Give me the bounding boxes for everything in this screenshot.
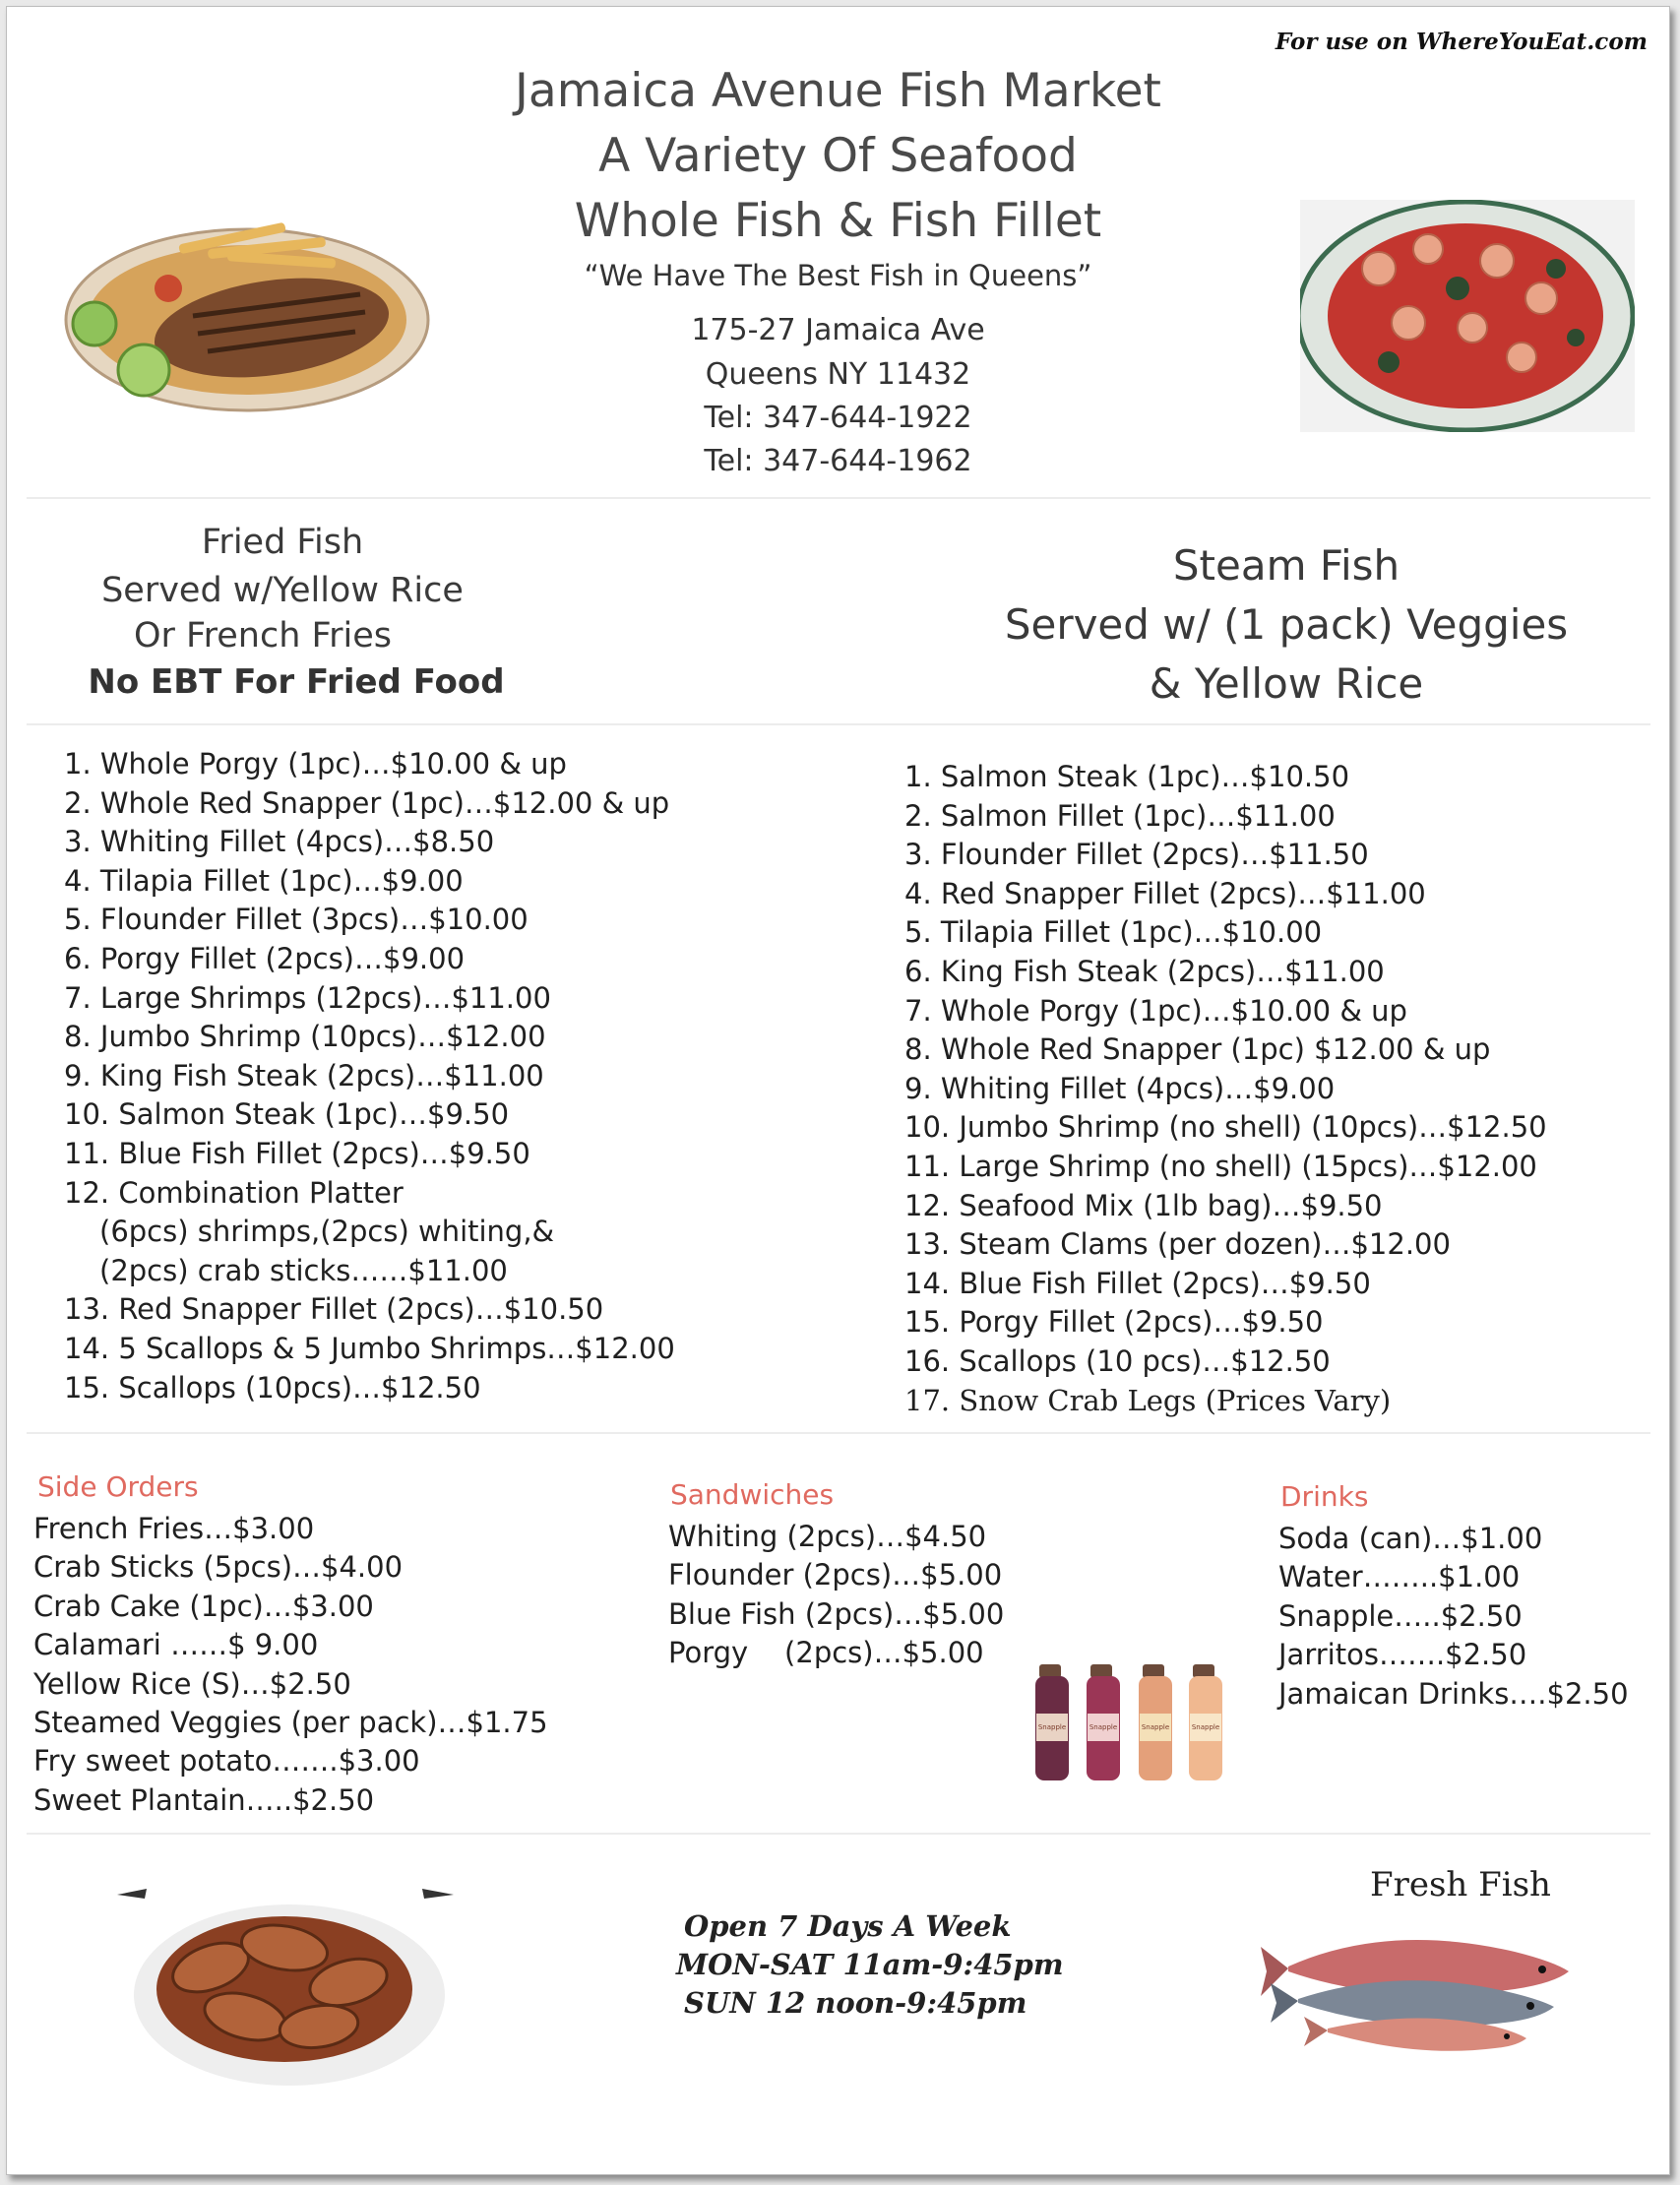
list-item: 12. Seafood Mix (1lb bag)…$9.50 [904,1188,1383,1222]
list-item: 10. Salmon Steak (1pc)…$9.50 [64,1097,510,1132]
list-item: Jarritos…….$2.50 [1278,1638,1527,1672]
list-item: 4. Red Snapper Fillet (2pcs)…$11.00 [904,876,1426,910]
steam-fish-title: Steam Fish [1172,541,1400,590]
list-item: Water……..$1.00 [1278,1560,1521,1594]
list-item: 11. Blue Fish Fillet (2pcs)…$9.50 [64,1136,530,1170]
divider-bottom [27,1833,1650,1835]
list-item: Crab Sticks (5pcs)…$4.00 [33,1550,404,1585]
ebt-note: No EBT For Fried Food [88,662,505,702]
list-item: 13. Steam Clams (per dozen)…$12.00 [904,1227,1451,1262]
steam-fish-subtitle-2: & Yellow Rice [1149,659,1424,708]
list-item: 10. Jumbo Shrimp (no shell) (10pcs)…$12.50 [904,1110,1547,1145]
hours-open: Open 7 Days A Week [684,1909,1012,1943]
drinks-list [1278,1520,1629,1714]
list-item: Yellow Rice (S)…$2.50 [33,1666,351,1701]
list-item: 9. King Fish Steak (2pcs)…$11.00 [64,1058,544,1092]
list-item: 7. Large Shrimps (12pcs)…$11.00 [64,980,551,1015]
list-item: Whiting (2pcs)…$4.50 [668,1520,987,1553]
fried-shrimp-image [117,1889,462,2091]
fresh-fish-label: Fresh Fish [1370,1865,1551,1904]
list-item: 15. Porgy Fillet (2pcs)…$9.50 [904,1305,1324,1340]
sandwiches-title: Sandwiches [670,1478,835,1511]
list-item: 2. Whole Red Snapper (1pc)…$12.00 & up [64,785,670,820]
divider-lower [27,1432,1650,1434]
list-item-continued: (6pcs) shrimps,(2pcs) whiting,& [99,1215,555,1249]
fried-fish-subtitle-2: Or French Fries [133,616,392,656]
list-item: Fry sweet potato…….$3.00 [33,1744,420,1779]
address-street: 175-27 Jamaica Ave [691,313,985,347]
menu-page [6,6,1670,2175]
list-item: 11. Large Shrimp (no shell) (15pcs)…$12.00 [904,1149,1537,1183]
list-item: 12. Combination Platter [64,1175,404,1210]
fried-fish-title: Fried Fish [201,523,364,562]
fresh-fish-image [1259,1912,1584,2060]
bottle-label: Snapple [1037,1723,1067,1731]
list-item: 14. Blue Fish Fillet (2pcs)…$9.50 [904,1266,1371,1300]
list-item: Crab Cake (1pc)…$3.00 [33,1589,374,1623]
snapple-bottles-image [1032,1662,1239,1786]
list-item: 1. Salmon Steak (1pc)…$10.50 [904,760,1350,793]
list-item: Jamaican Drinks….$2.50 [1278,1676,1629,1711]
list-item: 16. Scallops (10 pcs)…$12.50 [904,1343,1331,1378]
steam-fish-subtitle: Served w/ (1 pack) Veggies [1004,600,1569,649]
list-item: Steamed Veggies (per pack)…$1.75 [33,1706,548,1740]
shrimp-dish-image [1300,200,1635,432]
restaurant-name: Jamaica Avenue Fish Market [515,64,1161,118]
list-item: 8. Jumbo Shrimp (10pcs)…$12.00 [64,1020,546,1054]
list-item: 3. Whiting Fillet (4pcs)…$8.50 [64,825,495,859]
tagline: “We Have The Best Fish in Queens” [584,259,1092,292]
list-item: 3. Flounder Fillet (2pcs)…$11.50 [904,838,1369,872]
list-item: 2. Salmon Fillet (1pc)…$11.00 [904,798,1336,833]
fried-fish-subtitle: Served w/Yellow Rice [101,571,464,610]
divider-menu [27,723,1650,725]
list-item: Calamari ……$ 9.00 [33,1628,319,1662]
fried-fish-plate-image [60,218,434,414]
bottle-label: Snapple [1089,1723,1118,1731]
bottle-label: Snapple [1141,1723,1170,1731]
hours-mon-sat: MON-SAT 11am-9:45pm [676,1948,1064,1981]
list-item: 15. Scallops (10pcs)…$12.50 [64,1370,481,1405]
list-item: 5. Tilapia Fillet (1pc)…$10.00 [904,915,1323,950]
phone-1: Tel: 347-644-1922 [704,401,972,435]
list-item: Snapple…..$2.50 [1278,1598,1523,1633]
list-item: Flounder (2pcs)…$5.00 [668,1558,1003,1592]
side-orders-list [33,1510,548,1820]
list-item: 1. Whole Porgy (1pc)…$10.00 & up [64,747,567,780]
sandwiches-list [668,1518,1004,1673]
list-item: 4. Tilapia Fillet (1pc)…$9.00 [64,863,464,898]
side-orders-title: Side Orders [37,1470,199,1503]
header-subtitle-2: Whole Fish & Fish Fillet [574,194,1102,248]
list-item: 6. Porgy Fillet (2pcs)…$9.00 [64,941,466,975]
list-item: Porgy (2pcs)…$5.00 [668,1636,984,1670]
list-item-continued: (2pcs) crab sticks……$11.00 [99,1253,508,1287]
list-item: Blue Fish (2pcs)…$5.00 [668,1596,1005,1631]
bottle-label: Snapple [1191,1723,1220,1731]
list-item: 13. Red Snapper Fillet (2pcs)…$10.50 [64,1292,604,1327]
list-item: French Fries…$3.00 [33,1512,315,1545]
header-subtitle: A Variety Of Seafood [598,129,1078,183]
hours-sun: SUN 12 noon-9:45pm [684,1986,1027,2020]
fried-fish-list [64,745,675,1407]
list-item: 14. 5 Scallops & 5 Jumbo Shrimps…$12.00 [64,1331,675,1365]
address-city: Queens NY 11432 [705,357,971,392]
list-item: Sweet Plantain…..$2.50 [33,1782,375,1817]
list-item: Soda (can)…$1.00 [1278,1522,1543,1555]
list-item: 17. Snow Crab Legs (Prices Vary) [904,1383,1392,1417]
list-item: 8. Whole Red Snapper (1pc) $12.00 & up [904,1032,1491,1067]
list-item: 6. King Fish Steak (2pcs)…$11.00 [904,954,1385,988]
watermark: For use on WhereYouEat.com [1275,29,1648,55]
phone-2: Tel: 347-644-1962 [704,444,972,478]
drinks-title: Drinks [1280,1480,1369,1513]
list-item: 9. Whiting Fillet (4pcs)…$9.00 [904,1071,1336,1105]
divider-top [27,497,1650,499]
steam-fish-list [904,758,1547,1420]
list-item: 7. Whole Porgy (1pc)…$10.00 & up [904,993,1407,1028]
list-item: 5. Flounder Fillet (3pcs)…$10.00 [64,903,529,937]
